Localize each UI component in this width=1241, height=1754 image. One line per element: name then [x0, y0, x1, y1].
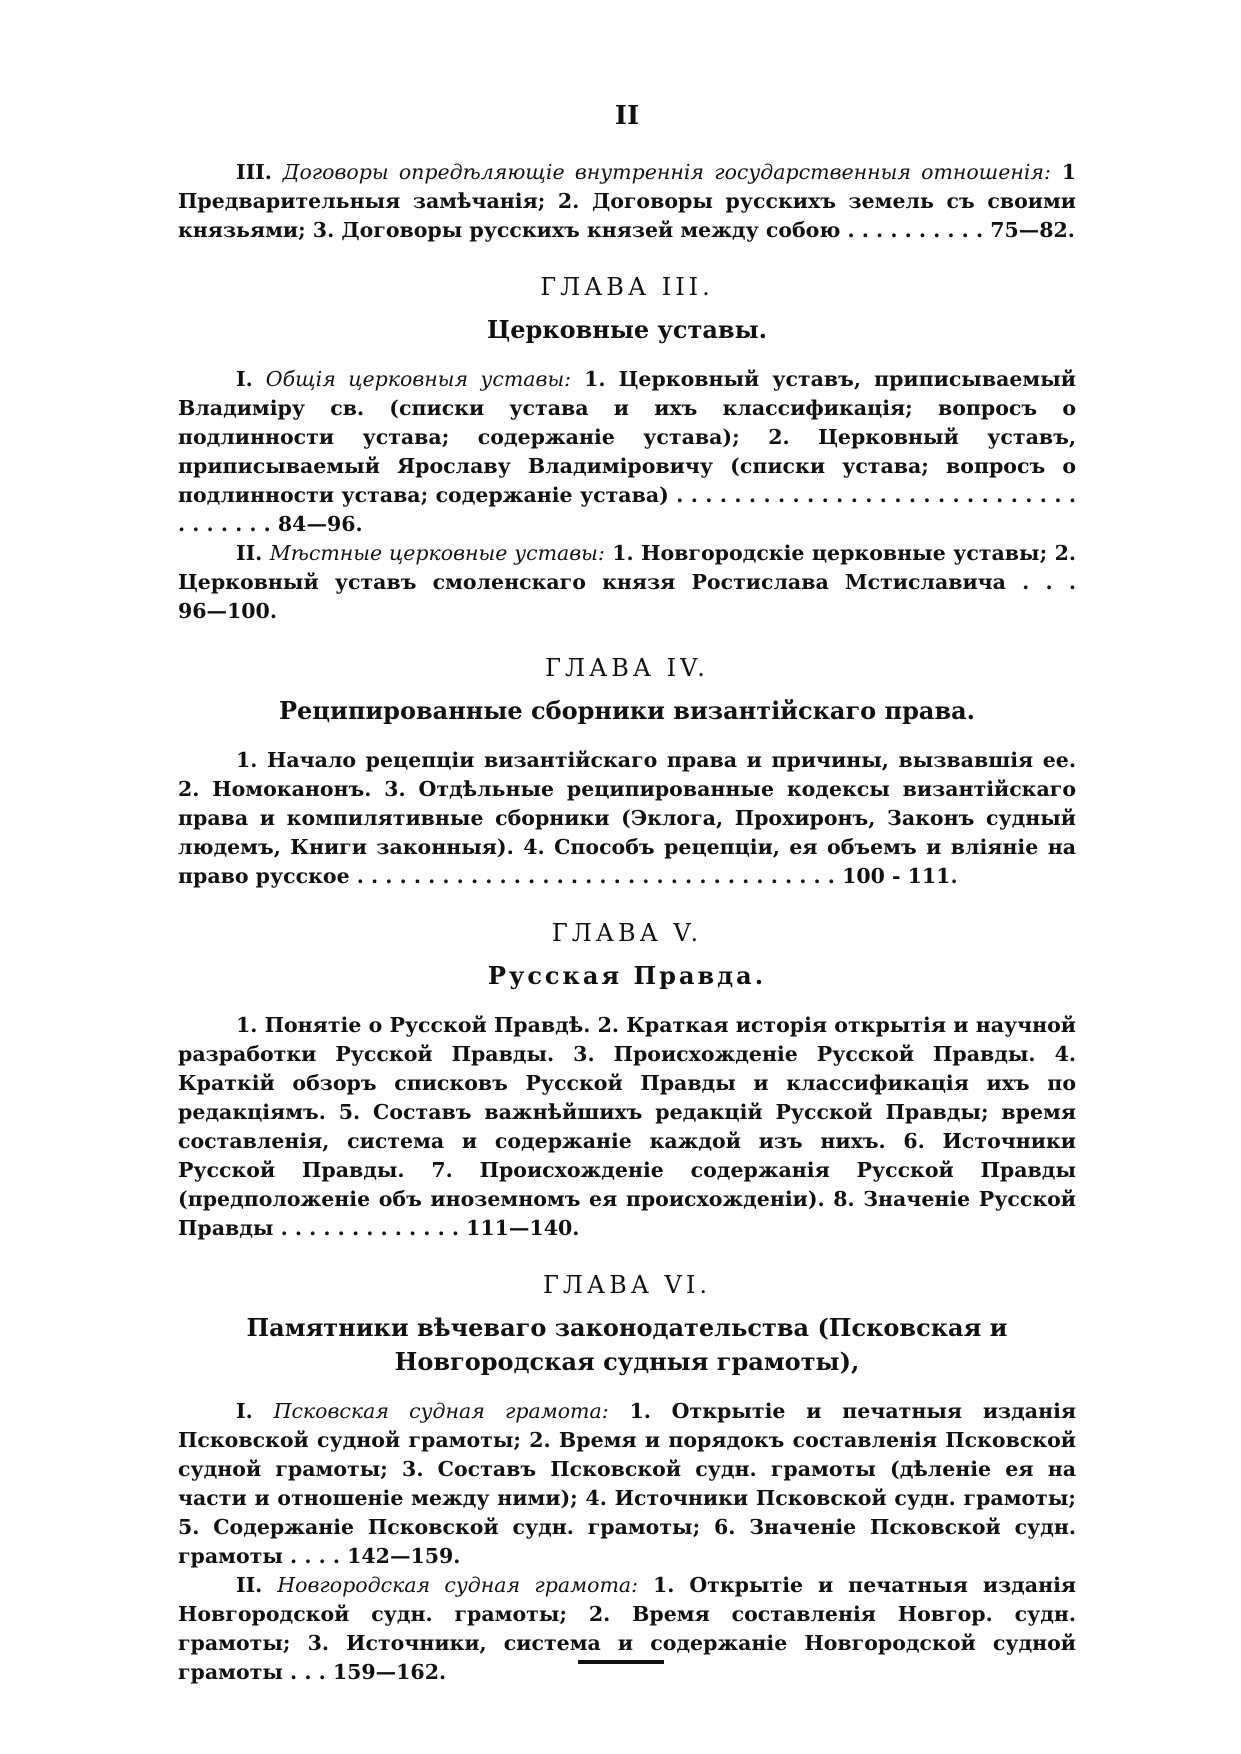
toc-entry	[178, 365, 1076, 539]
chapter-title: Памятники вѣчеваго законодательства (Псковская и Новгородская судныя грамоты),	[246, 1313, 1008, 1376]
chapter-label: ГЛАВА III.	[540, 273, 714, 301]
toc-sections	[178, 158, 1076, 1687]
chapter-label: ГЛАВА IV.	[545, 654, 709, 682]
entry-text: 1. Открытіе и печатныя изданія Новгородской судн. грамоты; 2. Время составленія Новгор. судн. грамоты; 3. Источники, система и содержаніе Новгородской судной грамоты . . .	[178, 1573, 1077, 1684]
entry-numeral: I.	[236, 1399, 253, 1423]
entry-text: 1. Понятіе о Русской Правдѣ. 2. Краткая исторія открытія и научной разработки Русской Правды. 3. Происхожденіе Русской Правды. 4. Краткій обзоръ списковъ Русской Правды и классификація ихъ по редакціямъ. 5. Составъ важнѣйшихъ редакцій Русской Правды; время составленія, система и содержаніе каждой изъ нихъ. 6. Источники Русской Правды. 7. Происхожденіе содержанія Русской Правды (предположеніе объ иноземномъ ея происхожденіи). 8. Значеніе Русской Правды . . . . . . . . . . . . .	[178, 1013, 1076, 1240]
entry-numeral: I.	[236, 367, 253, 391]
entry-numeral: II.	[236, 541, 263, 565]
table-of-contents	[178, 96, 1076, 1687]
toc-entry	[178, 746, 1076, 891]
entry-text: 1. Новгородскіе церковные уставы; 2. Церковный уставъ смоленскаго князя Ростислава Мстиславича . . .	[178, 541, 1077, 594]
chapter-title: Церковные уставы.	[487, 315, 767, 344]
chapter-label: ГЛАВА V.	[551, 919, 703, 947]
toc-section	[178, 648, 1076, 891]
chapter-title: Реципированные сборники византійскаго права.	[278, 696, 976, 725]
entry-subheading: Общія церковныя уставы:	[265, 367, 572, 391]
toc-section	[178, 913, 1076, 1243]
entry-page-range: 75—82.	[990, 218, 1075, 242]
chapter-title: Русская Правда.	[487, 961, 767, 990]
toc-entry	[178, 1571, 1076, 1687]
toc-section	[178, 158, 1076, 245]
entry-text: 1 Предварительныя замѣчанія; 2. Договоры русскихъ земель съ своими князьями; 3. Договоры русскихъ князей между собою . . . . . . . . . .	[178, 160, 1077, 242]
entry-subheading: Мѣстные церковные уставы:	[269, 541, 605, 565]
toc-entry	[178, 1397, 1076, 1571]
page-number: II	[614, 101, 640, 131]
entry-numeral: II.	[236, 1573, 263, 1597]
toc-section	[178, 267, 1076, 626]
entry-subheading: Новгородская судная грамота:	[277, 1573, 639, 1597]
toc-entry	[178, 158, 1076, 245]
entry-subheading: Договоры опредѣляющіе внутреннія государственныя отношенія:	[282, 160, 1051, 184]
entry-page-range: 96—100.	[178, 599, 277, 623]
entry-text: 1. Открытіе и печатныя изданія Псковской судной грамоты; 2. Время и порядокъ составленія Псковской судной грамоты; 3. Составъ Псковской судн. грамоты (дѣленіе ея на части и отношеніе между ними); 4. Источники Псковской судн. грамоты; 5. Содержаніе Псковской судн. грамоты; 6. Значеніе Псковской судн. грамоты . . . .	[178, 1399, 1077, 1568]
toc-entry	[178, 1011, 1076, 1243]
entry-page-range: 84—96.	[277, 512, 363, 536]
entry-page-range: 142—159.	[347, 1544, 461, 1568]
entry-text: 1. Начало рецепціи византійскаго права и причины, вызвавшія ее. 2. Номоканонъ. 3. Отдѣльные реципированные кодексы византійскаго права и компилятивные сборники (Эклога, Прохиронъ, Законъ судный людемъ, Книги законныя). 4. Способъ рецепціи, ея объемъ и вліяніе на право русское . . . . . . . . . . . . . . . . . . . . . . . . . . . . . . . . . .	[178, 748, 1076, 888]
toc-section	[178, 1265, 1076, 1687]
chapter-label: ГЛАВА VI.	[543, 1271, 711, 1299]
entry-numeral: III.	[236, 160, 272, 184]
entry-subheading: Псковская судная грамота:	[273, 1399, 609, 1423]
toc-entry	[178, 539, 1076, 626]
end-ornament-rule	[578, 1660, 664, 1664]
entry-page-range: 100 - 111.	[842, 864, 958, 888]
entry-page-range: 159—162.	[332, 1660, 447, 1684]
entry-page-range: 111—140.	[466, 1216, 580, 1240]
entry-text: 1. Церковный уставъ, приписываемый Владиміру св. (списки устава и ихъ классификація; вопросъ о подлинности устава; содержаніе устава); 2. Церковный уставъ, приписываемый Ярославу Владиміровичу (списки устава; вопросъ о подлинности устава; содержаніе устава) . . . . . . . . . . . . . . . . . . . . . . . . . . . . . . . . . . .	[178, 367, 1076, 536]
